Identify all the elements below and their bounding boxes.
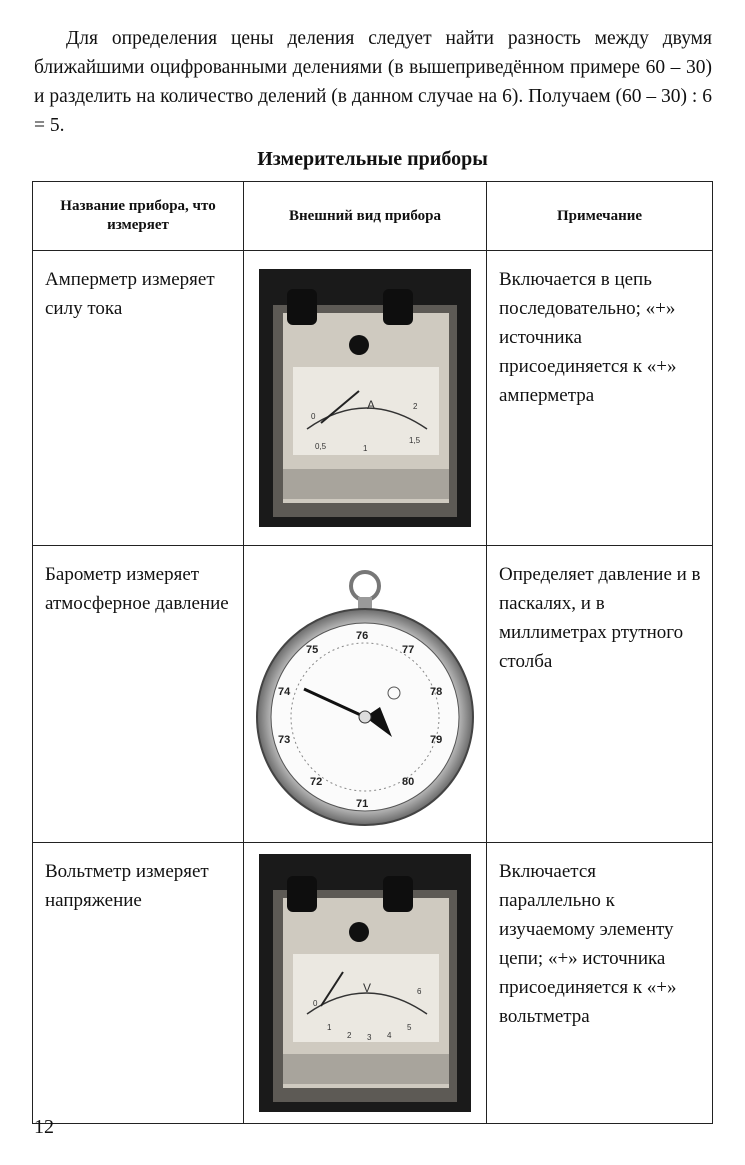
instrument-name: Барометр измеряет атмосферное давление	[33, 546, 244, 843]
instrument-image-cell	[244, 546, 487, 843]
page-number: 12	[34, 1116, 54, 1138]
scale-label: 2	[413, 402, 418, 411]
scale-label: 1,5	[409, 436, 421, 445]
instrument-name: Амперметр измеряет силу тока	[33, 251, 244, 546]
voltmeter-icon	[259, 854, 471, 1112]
scale-label: 3	[367, 1033, 372, 1042]
scale-label: 0	[313, 999, 318, 1008]
scale-label: 4	[387, 1031, 392, 1040]
scale-label: 5	[407, 1023, 412, 1032]
scale-label: 6	[417, 987, 422, 996]
instrument-note: Включается в цепь последовательно; «+» источника присоединяется к «+» амперметра	[487, 251, 713, 546]
table-row	[33, 251, 713, 546]
scale-label: 2	[347, 1031, 352, 1040]
ammeter-icon	[259, 269, 471, 527]
scale-label: 78	[430, 686, 443, 698]
scale-label: 73	[278, 734, 291, 746]
scale-label: 0,5	[315, 442, 327, 451]
header-note: Примечание	[487, 182, 713, 251]
table-row	[33, 546, 713, 843]
scale-label: 0	[311, 412, 316, 421]
instrument-note: Определяет давление и в паскалях, и в миллиметрах ртутного столба	[487, 546, 713, 843]
instrument-note: Включается параллельно к изучаемому элементу цепи; «+» источника присоединяется к «+» вольтметра	[487, 843, 713, 1124]
table-title: Измерительные приборы	[257, 148, 488, 170]
scale-label: 80	[402, 776, 415, 788]
table-row	[33, 843, 713, 1124]
header-appearance: Внешний вид прибора	[244, 182, 487, 251]
instruments-table	[32, 181, 713, 1124]
header-row	[33, 182, 713, 251]
header-name: Название прибора, что измеряет	[33, 182, 244, 251]
scale-label: 72	[310, 776, 323, 788]
scale-label: 71	[356, 798, 369, 810]
dial-letter: A	[367, 398, 376, 412]
instrument-image-cell	[244, 843, 487, 1124]
scale-label: 76	[356, 630, 369, 642]
scale-label: 74	[278, 686, 291, 698]
scale-label: 79	[430, 734, 443, 746]
scale-label: 1	[363, 444, 368, 453]
instrument-image-cell	[244, 251, 487, 546]
scale-label: 77	[402, 644, 415, 656]
dial-letter: V	[363, 981, 372, 995]
barometer-icon	[252, 561, 478, 827]
scale-label: 1	[327, 1023, 332, 1032]
instrument-name: Вольтметр измеряет напряжение	[33, 843, 244, 1124]
intro-text: Для определения цены деления следует найти разность между двумя ближайшими оцифрованными делениями (в вышеприведённом примере 60 – 30) и разделить на количество делений (в данном случае на 6). Получаем (60 – 30) : 6 = 5.	[34, 28, 712, 136]
scale-label: 75	[306, 644, 319, 656]
intro-paragraph	[34, 24, 712, 140]
